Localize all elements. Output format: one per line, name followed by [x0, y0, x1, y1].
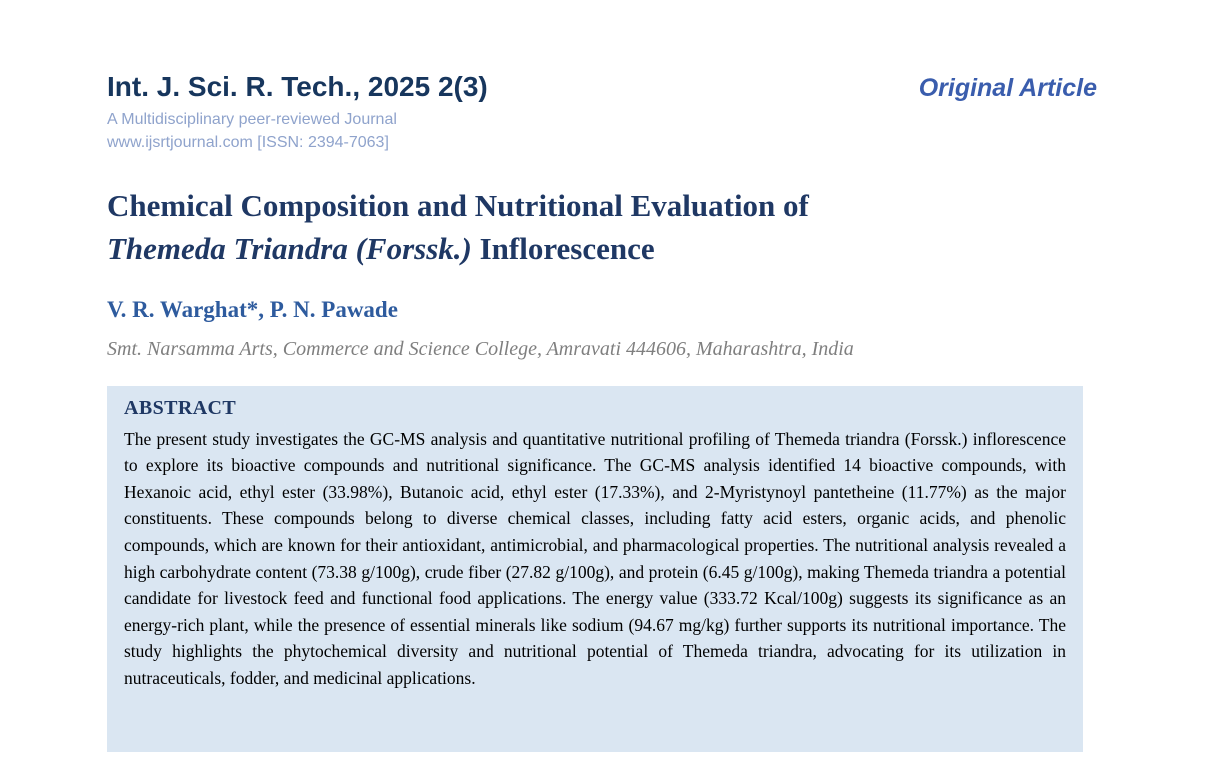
abstract-text: The present study investigates the GC-MS analysis and quantitative nutritional profiling of Themeda triandra (Forssk.) inflorescence to explore its bioactive compounds and nutritional significance. The GC-MS analysis identified 14 bioactive compounds, with Hexanoic acid, ethyl ester (33.98%), Butanoic acid, ethyl ester (17.33%), and 2-Myristynoyl pantetheine (11.77%) as the major constituents. These compounds belong to diverse chemical classes, including fatty acid esters, organic acids, and phenolic compounds, which are known for their antioxidant, antimicrobial, and pharmacological properties. The nutritional analysis revealed a high carbohydrate content (73.38 g/100g), crude fiber (27.82 g/100g), and protein (6.45 g/100g), making Themeda triandra a potential candidate for livestock feed and functional food applications. The energy value (333.72 Kcal/100g) suggests its significance as an energy-rich plant, while the presence of essential minerals like sodium (94.67 mg/kg) further supports its nutritional importance. The study highlights the phytochemical diversity and nutritional potential of Themeda triandra, advocating for its utilization in nutraceuticals, fodder, and medicinal applications. — [124, 428, 1066, 689]
abstract-heading: ABSTRACT — [124, 396, 237, 419]
journal-first-page — [0, 72, 1220, 767]
abstract-section — [107, 386, 1083, 752]
page-title — [107, 185, 1100, 269]
page-title-line2-rest: Inflorescence — [471, 230, 655, 266]
page-title-species-italic: Themeda Triandra (Forssk.) — [107, 230, 472, 266]
authors-line: V. R. Warghat*, P. N. Pawade — [107, 296, 398, 322]
page-title-line1: Chemical Composition and Nutritional Evaluation of — [107, 188, 809, 224]
journal-masthead — [107, 72, 488, 153]
journal-title: Int. J. Sci. R. Tech., 2025 2(3) — [107, 71, 488, 102]
affiliation-line: Smt. Narsamma Arts, Commerce and Science College, Amravati 444606, Maharashtra, India — [107, 337, 854, 360]
page-header — [107, 72, 1097, 153]
journal-subtitle: A Multidisciplinary peer-reviewed Journal — [107, 110, 397, 128]
journal-url-issn: www.ijsrtjournal.com [ISSN: 2394-7063] — [107, 133, 389, 151]
article-type-label: Original Article — [918, 74, 1097, 102]
